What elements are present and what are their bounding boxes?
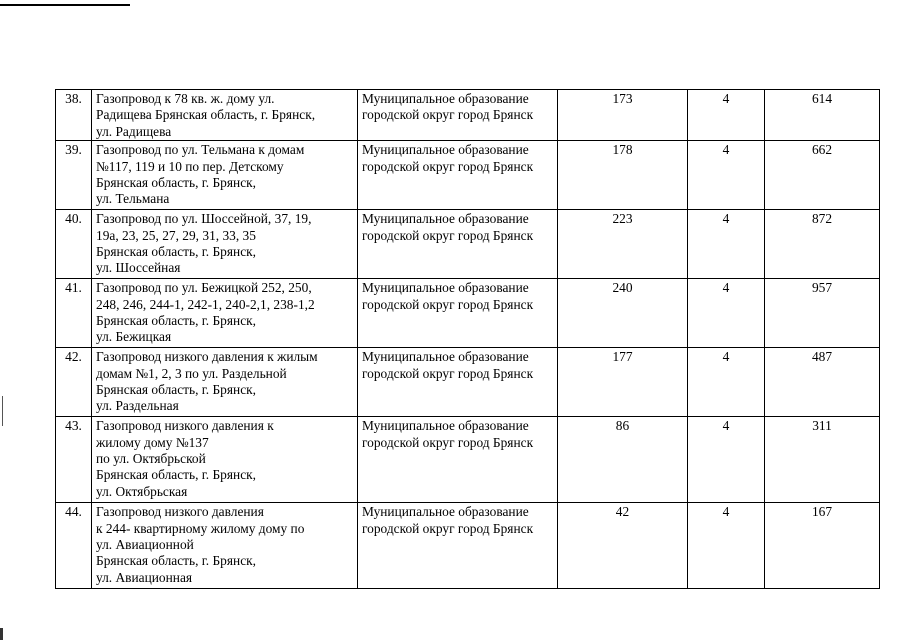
value-cell-1: 178: [558, 141, 688, 210]
table-row: [56, 503, 880, 589]
value-cell-2: 4: [688, 141, 765, 210]
gas-pipeline-table: [55, 89, 880, 589]
value-cell-2: 4: [688, 279, 765, 348]
value-cell-1: 177: [558, 348, 688, 417]
object-name-cell: Газопровод к 78 кв. ж. дому ул. Радищева Брянская область, г. Брянск, ул. Радищева: [92, 90, 358, 141]
value-cell-3: 487: [765, 348, 880, 417]
owner-cell: Муниципальное образование городской округ город Брянск: [358, 503, 558, 589]
object-name-cell: Газопровод низкого давления к жилому дому №137 по ул. Октябрьской Брянская область, г. Брянск, ул. Октябрьская: [92, 417, 358, 503]
value-cell-3: 957: [765, 279, 880, 348]
object-name-cell: Газопровод по ул. Бежицкой 252, 250, 248, 246, 244-1, 242-1, 240-2,1, 238-1,2 Брянская область, г. Брянск, ул. Бежицкая: [92, 279, 358, 348]
row-number-cell: 41.: [56, 279, 92, 348]
value-cell-2: 4: [688, 503, 765, 589]
value-cell-2: 4: [688, 348, 765, 417]
value-cell-1: 223: [558, 210, 688, 279]
scan-corner-mark: [0, 628, 3, 640]
object-name-cell: Газопровод по ул. Шоссейной, 37, 19, 19а, 23, 25, 27, 29, 31, 33, 35 Брянская область, г. Брянск, ул. Шоссейная: [92, 210, 358, 279]
row-number-cell: 39.: [56, 141, 92, 210]
row-number-cell: 43.: [56, 417, 92, 503]
object-name-cell: Газопровод низкого давления к жилым домам №1, 2, 3 по ул. Раздельной Брянская область, г. Брянск, ул. Раздельная: [92, 348, 358, 417]
value-cell-3: 167: [765, 503, 880, 589]
value-cell-1: 173: [558, 90, 688, 141]
scan-margin-mark: [2, 396, 3, 426]
object-name-cell: Газопровод низкого давления к 244- квартирному жилому дому по ул. Авиационной Брянская область, г. Брянск, ул. Авиационная: [92, 503, 358, 589]
value-cell-3: 311: [765, 417, 880, 503]
value-cell-1: 240: [558, 279, 688, 348]
value-cell-2: 4: [688, 417, 765, 503]
value-cell-1: 86: [558, 417, 688, 503]
top-rule: [0, 4, 130, 6]
row-number-cell: 40.: [56, 210, 92, 279]
table-row: [56, 279, 880, 348]
owner-cell: Муниципальное образование городской округ город Брянск: [358, 210, 558, 279]
table-row: [56, 417, 880, 503]
owner-cell: Муниципальное образование городской округ город Брянск: [358, 141, 558, 210]
owner-cell: Муниципальное образование городской округ город Брянск: [358, 279, 558, 348]
table-row: [56, 210, 880, 279]
owner-cell: Муниципальное образование городской округ город Брянск: [358, 90, 558, 141]
owner-cell: Муниципальное образование городской округ город Брянск: [358, 417, 558, 503]
table-row: [56, 90, 880, 141]
table-body: [56, 90, 880, 589]
row-number-cell: 44.: [56, 503, 92, 589]
owner-cell: Муниципальное образование городской округ город Брянск: [358, 348, 558, 417]
row-number-cell: 38.: [56, 90, 92, 141]
row-number-cell: 42.: [56, 348, 92, 417]
object-name-cell: Газопровод по ул. Тельмана к домам №117, 119 и 10 по пер. Детскому Брянская область, г. Брянск, ул. Тельмана: [92, 141, 358, 210]
value-cell-2: 4: [688, 90, 765, 141]
table-row: [56, 348, 880, 417]
value-cell-3: 614: [765, 90, 880, 141]
table-row: [56, 141, 880, 210]
value-cell-2: 4: [688, 210, 765, 279]
value-cell-3: 662: [765, 141, 880, 210]
value-cell-3: 872: [765, 210, 880, 279]
value-cell-1: 42: [558, 503, 688, 589]
